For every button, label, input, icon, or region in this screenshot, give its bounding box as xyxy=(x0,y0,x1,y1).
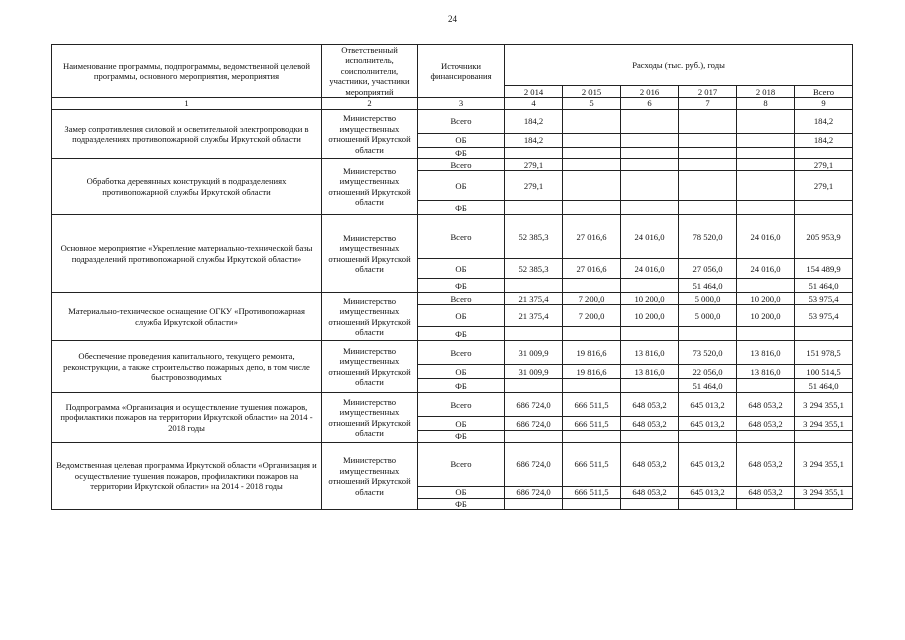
value-year: 10 200,0 xyxy=(737,305,795,327)
value-year: 666 511,5 xyxy=(563,417,621,431)
col-number: 8 xyxy=(737,98,795,109)
value-year: 686 724,0 xyxy=(505,393,563,417)
value-year xyxy=(679,109,737,133)
value-year: 686 724,0 xyxy=(505,442,563,486)
value-year xyxy=(737,159,795,171)
value-year xyxy=(563,279,621,293)
value-total: 3 294 355,1 xyxy=(795,417,853,431)
col-number: 6 xyxy=(621,98,679,109)
value-year: 666 511,5 xyxy=(563,393,621,417)
row-responsible: Министерство имущественных отношений Иркутской области xyxy=(322,293,418,341)
value-year xyxy=(621,159,679,171)
value-year: 645 013,2 xyxy=(679,442,737,486)
funding-source: ОБ xyxy=(418,259,505,279)
funding-source: Всего xyxy=(418,341,505,365)
value-year xyxy=(563,379,621,393)
value-year: 24 016,0 xyxy=(621,259,679,279)
value-year: 78 520,0 xyxy=(679,215,737,259)
value-year: 5 000,0 xyxy=(679,293,737,305)
header-responsible: Ответственный исполнитель, соисполнители, участники, участники мероприятий xyxy=(322,45,418,98)
col-number: 3 xyxy=(418,98,505,109)
value-total: 154 489,9 xyxy=(795,259,853,279)
value-year xyxy=(679,147,737,158)
value-year xyxy=(679,201,737,215)
row-title: Обеспечение проведения капитального, текущего ремонта, реконструкции, а также строительство пожарных депо, в том числе быстровозводимых xyxy=(52,341,322,393)
row-responsible: Министерство имущественных отношений Иркутской области xyxy=(322,215,418,293)
value-year: 27 016,6 xyxy=(563,215,621,259)
value-year: 648 053,2 xyxy=(621,486,679,498)
value-year xyxy=(563,498,621,509)
value-year: 21 375,4 xyxy=(505,305,563,327)
header-year-2017: 2 017 xyxy=(679,86,737,98)
row-title: Подпрограмма «Организация и осуществление тушения пожаров, профилактики пожаров на территории Иркутской области» на 2014 - 2018 годы xyxy=(52,393,322,442)
value-year xyxy=(679,159,737,171)
value-year: 686 724,0 xyxy=(505,417,563,431)
table-row xyxy=(52,393,853,417)
value-year: 13 816,0 xyxy=(737,365,795,379)
value-year xyxy=(621,133,679,147)
funding-source: Всего xyxy=(418,393,505,417)
col-number: 5 xyxy=(563,98,621,109)
value-year: 666 511,5 xyxy=(563,442,621,486)
funding-source: ФБ xyxy=(418,431,505,442)
col-number: 7 xyxy=(679,98,737,109)
value-total: 51 464,0 xyxy=(795,279,853,293)
funding-source: ОБ xyxy=(418,133,505,147)
row-responsible: Министерство имущественных отношений Иркутской области xyxy=(322,341,418,393)
value-year: 19 816,6 xyxy=(563,341,621,365)
value-year xyxy=(679,133,737,147)
col-number: 2 xyxy=(322,98,418,109)
value-year xyxy=(679,498,737,509)
value-year xyxy=(621,147,679,158)
funding-source: ФБ xyxy=(418,279,505,293)
value-total xyxy=(795,327,853,341)
value-year xyxy=(737,133,795,147)
value-year xyxy=(621,379,679,393)
header-year-2018: 2 018 xyxy=(737,86,795,98)
value-year: 686 724,0 xyxy=(505,486,563,498)
value-year: 648 053,2 xyxy=(621,442,679,486)
value-year: 73 520,0 xyxy=(679,341,737,365)
table-row xyxy=(52,215,853,259)
value-year: 7 200,0 xyxy=(563,305,621,327)
value-year: 184,2 xyxy=(505,133,563,147)
value-year xyxy=(737,201,795,215)
value-year xyxy=(737,327,795,341)
value-total: 53 975,4 xyxy=(795,293,853,305)
funding-source: ФБ xyxy=(418,379,505,393)
funding-source: ОБ xyxy=(418,171,505,201)
value-year: 27 056,0 xyxy=(679,259,737,279)
table-body xyxy=(52,109,853,509)
value-year: 51 464,0 xyxy=(679,279,737,293)
value-year: 27 016,6 xyxy=(563,259,621,279)
value-total: 184,2 xyxy=(795,133,853,147)
value-year: 31 009,9 xyxy=(505,365,563,379)
value-year xyxy=(621,109,679,133)
column-number-row xyxy=(52,98,853,109)
header-name: Наименование программы, подпрограммы, ведомственной целевой программы, основного мероприятия, мероприятия xyxy=(52,45,322,98)
value-year: 10 200,0 xyxy=(621,293,679,305)
funding-source: ОБ xyxy=(418,365,505,379)
value-year xyxy=(737,498,795,509)
value-year xyxy=(737,147,795,158)
header-year-2016: 2 016 xyxy=(621,86,679,98)
value-year: 22 056,0 xyxy=(679,365,737,379)
value-year: 10 200,0 xyxy=(621,305,679,327)
value-year xyxy=(621,431,679,442)
value-year xyxy=(505,147,563,158)
value-year xyxy=(563,159,621,171)
table-row xyxy=(52,109,853,133)
header-expenses: Расходы (тыс. руб.), годы xyxy=(505,45,853,86)
value-year xyxy=(563,147,621,158)
col-number: 4 xyxy=(505,98,563,109)
value-year xyxy=(563,109,621,133)
header-sources: Источники финансирования xyxy=(418,45,505,98)
value-year xyxy=(563,133,621,147)
value-year: 279,1 xyxy=(505,171,563,201)
value-year: 648 053,2 xyxy=(737,417,795,431)
value-year: 184,2 xyxy=(505,109,563,133)
value-year: 13 816,0 xyxy=(621,365,679,379)
value-year xyxy=(621,327,679,341)
row-responsible: Министерство имущественных отношений Иркутской области xyxy=(322,159,418,215)
value-year xyxy=(505,431,563,442)
value-year: 645 013,2 xyxy=(679,393,737,417)
page-number: 24 xyxy=(448,14,457,24)
value-year xyxy=(679,327,737,341)
row-title: Ведомственная целевая программа Иркутской области «Организация и осуществление тушения пожаров, профилактики пожаров на территории Иркутской области» на 2014 - 2018 годы xyxy=(52,442,322,509)
row-responsible: Министерство имущественных отношений Иркутской области xyxy=(322,442,418,509)
header-total: Всего xyxy=(795,86,853,98)
value-year xyxy=(563,201,621,215)
funding-source: ФБ xyxy=(418,147,505,158)
funding-source: Всего xyxy=(418,442,505,486)
value-year: 666 511,5 xyxy=(563,486,621,498)
value-total: 51 464,0 xyxy=(795,379,853,393)
value-total: 3 294 355,1 xyxy=(795,442,853,486)
col-number: 9 xyxy=(795,98,853,109)
value-year xyxy=(505,379,563,393)
value-year: 10 200,0 xyxy=(737,293,795,305)
row-title: Замер сопротивления силовой и осветительной электропроводки в подразделениях противопожарной службы Иркутской области xyxy=(52,109,322,158)
table-row xyxy=(52,442,853,486)
value-year: 5 000,0 xyxy=(679,305,737,327)
value-year xyxy=(679,171,737,201)
col-number: 1 xyxy=(52,98,322,109)
value-year xyxy=(505,279,563,293)
value-year: 648 053,2 xyxy=(621,393,679,417)
value-year xyxy=(679,431,737,442)
value-year: 52 385,3 xyxy=(505,215,563,259)
value-year: 648 053,2 xyxy=(737,393,795,417)
funding-source: ОБ xyxy=(418,305,505,327)
value-year: 19 816,6 xyxy=(563,365,621,379)
funding-source: ФБ xyxy=(418,327,505,341)
value-total xyxy=(795,431,853,442)
row-title: Обработка деревянных конструкций в подразделениях противопожарной службы Иркутской области xyxy=(52,159,322,215)
table-row xyxy=(52,341,853,365)
value-year xyxy=(621,171,679,201)
value-year: 279,1 xyxy=(505,159,563,171)
value-year: 648 053,2 xyxy=(621,417,679,431)
value-total: 279,1 xyxy=(795,159,853,171)
funding-source: Всего xyxy=(418,159,505,171)
value-year: 24 016,0 xyxy=(737,259,795,279)
row-responsible: Министерство имущественных отношений Иркутской области xyxy=(322,393,418,442)
value-year xyxy=(737,431,795,442)
value-total: 53 975,4 xyxy=(795,305,853,327)
value-total: 3 294 355,1 xyxy=(795,393,853,417)
row-responsible: Министерство имущественных отношений Иркутской области xyxy=(322,109,418,158)
value-year: 13 816,0 xyxy=(621,341,679,365)
table-row xyxy=(52,159,853,171)
value-year: 24 016,0 xyxy=(621,215,679,259)
value-year xyxy=(563,171,621,201)
value-year xyxy=(505,201,563,215)
value-year: 52 385,3 xyxy=(505,259,563,279)
value-year: 31 009,9 xyxy=(505,341,563,365)
value-year xyxy=(563,327,621,341)
value-year: 24 016,0 xyxy=(737,215,795,259)
funding-source: Всего xyxy=(418,293,505,305)
value-total: 184,2 xyxy=(795,109,853,133)
value-total: 279,1 xyxy=(795,171,853,201)
value-total xyxy=(795,147,853,158)
value-year xyxy=(621,498,679,509)
funding-source: ФБ xyxy=(418,498,505,509)
value-year: 645 013,2 xyxy=(679,417,737,431)
budget-table xyxy=(51,44,853,510)
funding-source: Всего xyxy=(418,109,505,133)
funding-source: ОБ xyxy=(418,417,505,431)
value-year xyxy=(737,171,795,201)
value-year xyxy=(737,109,795,133)
table-row xyxy=(52,293,853,305)
value-year xyxy=(737,279,795,293)
value-total: 100 514,5 xyxy=(795,365,853,379)
value-year: 648 053,2 xyxy=(737,442,795,486)
row-title: Материально-техническое оснащение ОГКУ «Противопожарная служба Иркутской области» xyxy=(52,293,322,341)
value-total: 3 294 355,1 xyxy=(795,486,853,498)
value-year xyxy=(505,498,563,509)
header-year-2015: 2 015 xyxy=(563,86,621,98)
funding-source: Всего xyxy=(418,215,505,259)
value-year: 13 816,0 xyxy=(737,341,795,365)
value-year: 645 013,2 xyxy=(679,486,737,498)
value-year xyxy=(563,431,621,442)
value-year: 648 053,2 xyxy=(737,486,795,498)
value-year xyxy=(505,327,563,341)
value-year xyxy=(621,279,679,293)
value-year xyxy=(737,379,795,393)
value-total xyxy=(795,201,853,215)
funding-source: ФБ xyxy=(418,201,505,215)
row-title: Основное мероприятие «Укрепление материально-технической базы подразделений противопожарной службы Иркутской области» xyxy=(52,215,322,293)
value-total: 205 953,9 xyxy=(795,215,853,259)
value-year: 7 200,0 xyxy=(563,293,621,305)
value-year xyxy=(621,201,679,215)
value-year: 21 375,4 xyxy=(505,293,563,305)
value-total: 151 978,5 xyxy=(795,341,853,365)
funding-source: ОБ xyxy=(418,486,505,498)
value-total xyxy=(795,498,853,509)
header-year-2014: 2 014 xyxy=(505,86,563,98)
value-year: 51 464,0 xyxy=(679,379,737,393)
